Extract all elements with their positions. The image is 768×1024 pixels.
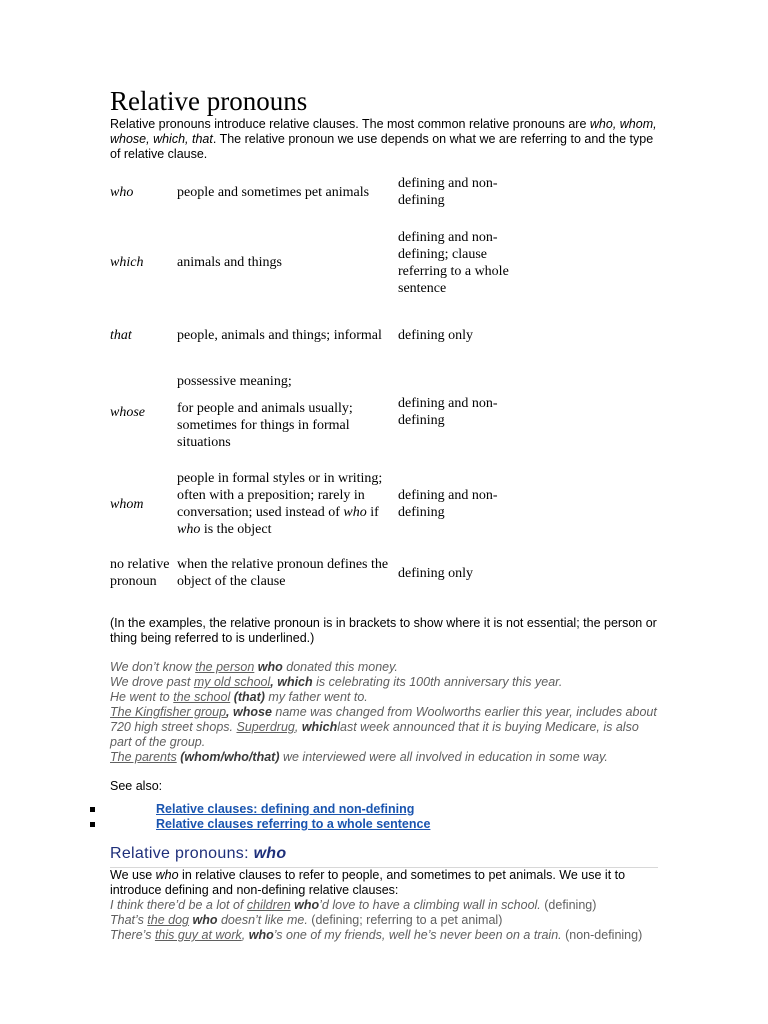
intro-paragraph	[110, 117, 658, 162]
example-line	[110, 913, 658, 928]
example-bracket: (	[230, 690, 238, 704]
use-cell	[177, 360, 398, 464]
example-note: (defining)	[540, 898, 597, 912]
example-punct: ,	[294, 720, 302, 734]
pronoun-cell: whom	[110, 496, 144, 512]
table-row	[110, 464, 520, 544]
example-pronoun: , which	[270, 675, 313, 689]
page-title: Relative pronouns	[110, 86, 308, 116]
example-text: I think there’d be a lot of	[110, 898, 247, 912]
example-antecedent: children	[246, 898, 291, 912]
who-examples	[110, 898, 658, 943]
example-line	[110, 690, 658, 705]
examples-note: (In the examples, the relative pronoun is in brackets to show where it is not essential; the person or thing being referred to is underlined.)	[110, 616, 657, 645]
use-line: possessive meaning;	[177, 374, 292, 389]
example-pronoun: who	[248, 928, 274, 942]
use-italic: who	[343, 505, 367, 520]
use-text: if	[366, 505, 379, 520]
example-pronoun: whom/who/that	[184, 750, 276, 764]
use-italic: who	[177, 522, 201, 537]
table-row	[110, 310, 520, 360]
use-cell: people, animals and things; informal	[177, 327, 382, 343]
use-cell	[177, 464, 398, 544]
example-text: ’s one of my friends, well he’s never been on a train.	[273, 928, 562, 942]
pronoun-cell: that	[110, 327, 132, 343]
bullet-icon	[90, 822, 95, 827]
example-note: (non-defining)	[561, 928, 643, 942]
table-row	[110, 169, 520, 215]
section-heading-who	[110, 844, 658, 864]
use-cell: people and sometimes pet animals	[177, 184, 370, 200]
table-row	[110, 360, 520, 464]
example-text: is celebrating its 100th anniversary this year.	[312, 675, 563, 689]
example-pronoun: who	[189, 913, 218, 927]
example-text: we interviewed were all involved in education in some way.	[279, 750, 608, 764]
who-intro-paragraph	[110, 868, 658, 898]
table-row	[110, 215, 520, 310]
pronoun-cell: which	[110, 255, 144, 270]
clause-cell: defining and non-defining	[398, 488, 498, 520]
example-bracket: )	[275, 750, 280, 764]
see-also-list	[90, 802, 638, 832]
example-pronoun: which	[301, 720, 338, 734]
example-text: name was changed from Woolworths earlier this year, includes about 720 high street shops.	[110, 705, 657, 734]
example-note: (defining; referring to a pet animal)	[307, 913, 503, 927]
who-intro-italic: who	[155, 868, 179, 882]
see-also-label: See also:	[110, 779, 163, 793]
clause-cell: defining and non-defining; clause referring to a whole sentence	[398, 229, 509, 296]
intro-text-2: . The relative pronoun we use depends on what we are referring to and the type of relative clause.	[110, 132, 654, 161]
example-bracket: (	[176, 750, 185, 764]
example-antecedent: my old school	[193, 675, 271, 689]
document-page	[110, 86, 658, 943]
example-line	[110, 898, 658, 913]
example-line	[110, 660, 658, 675]
example-line	[110, 928, 658, 943]
clause-cell: defining only	[398, 327, 474, 343]
heading-text: Relative pronouns:	[110, 845, 254, 862]
example-antecedent: Superdrug	[236, 720, 295, 734]
use-text: people in formal styles or in writing; often with a preposition; rarely in conversation; used instead of	[177, 471, 383, 520]
use-cell: when the relative pronoun defines the object of the clause	[177, 557, 389, 589]
example-antecedent: The parents	[110, 750, 177, 764]
clause-cell: defining and non-defining	[398, 176, 498, 208]
use-cell: animals and things	[177, 255, 282, 270]
example-text: ’d love to have a climbing wall in school.	[319, 898, 541, 912]
who-intro-text: We use	[110, 868, 156, 882]
example-text: We drove past	[110, 675, 194, 689]
use-line: for people and animals usually; sometimes for things in formal situations	[177, 401, 353, 450]
example-pronoun: that	[237, 690, 261, 704]
example-text: He went to	[110, 690, 174, 704]
example-text: We don’t know	[110, 660, 196, 674]
intro-pronoun-list: who, whom, whose, which, that	[110, 117, 657, 146]
examples-block	[110, 660, 658, 765]
example-text: donated this money.	[282, 660, 398, 674]
example-antecedent: the person	[195, 660, 255, 674]
example-pronoun: who	[290, 898, 320, 912]
example-bracket: )	[260, 690, 265, 704]
who-intro-text: in relative clauses to refer to people, and sometimes to pet animals. We use it to introduce defining and non-defining relative clauses:	[110, 868, 626, 897]
example-text: last week announced that it is buying Medicare, is also part of the group.	[110, 720, 639, 749]
table-row	[110, 544, 520, 602]
example-text: There’s	[110, 928, 155, 942]
example-line	[110, 675, 658, 690]
pronoun-cell: whose	[110, 404, 145, 420]
heading-italic: who	[253, 845, 287, 862]
example-antecedent: the dog	[147, 913, 190, 927]
example-text: That’s	[110, 913, 148, 927]
pronoun-cell: no relative pronoun	[110, 557, 170, 589]
link-whole-sentence[interactable]: Relative clauses referring to a whole sentence	[156, 817, 431, 831]
example-antecedent: this guy at work	[154, 928, 242, 942]
example-line	[110, 750, 658, 765]
bullet-icon	[90, 807, 95, 812]
use-text: is the object	[200, 522, 272, 537]
link-defining-non-defining[interactable]: Relative clauses: defining and non-defining	[156, 802, 415, 816]
pronoun-table	[110, 169, 520, 602]
clause-cell: defining and non-defining	[398, 396, 498, 428]
list-item	[90, 802, 638, 817]
example-text: doesn’t like me.	[217, 913, 308, 927]
pronoun-cell: who	[110, 184, 134, 200]
example-antecedent: The Kingfisher group	[110, 705, 227, 719]
intro-text-1: Relative pronouns introduce relative clauses. The most common relative pronouns are	[110, 117, 590, 131]
example-punct: ,	[241, 928, 249, 942]
example-text: my father went to.	[264, 690, 368, 704]
example-antecedent: the school	[173, 690, 231, 704]
example-line	[110, 705, 658, 750]
example-pronoun: whose	[233, 705, 272, 719]
clause-cell: defining only	[398, 565, 474, 581]
list-item	[90, 817, 638, 832]
example-punct: ,	[226, 705, 233, 719]
example-pronoun: who	[254, 660, 283, 674]
